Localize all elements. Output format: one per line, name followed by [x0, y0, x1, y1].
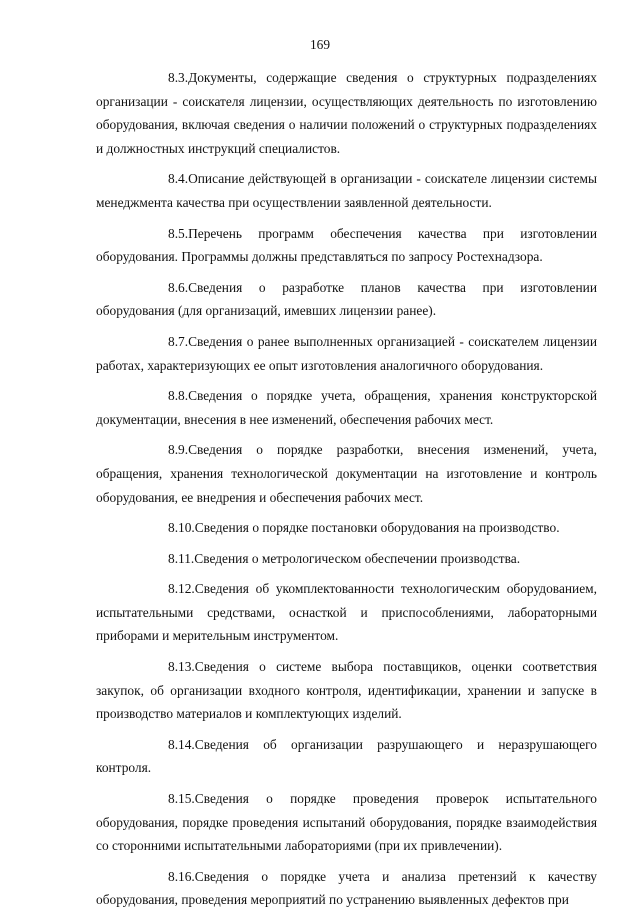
- item-number: 8.7.: [168, 333, 189, 349]
- page-number: 169: [309, 37, 331, 52]
- paragraph-8-3: [96, 66, 597, 160]
- item-number: 8.5.: [168, 225, 189, 241]
- paragraph-text: Сведения о порядке постановки оборудования на производство.: [194, 520, 560, 536]
- paragraph-8-7: [96, 330, 597, 377]
- item-number: 8.11.: [168, 550, 195, 566]
- paragraph-text: Сведения об организации разрушающего и неразрушающего контроля.: [96, 736, 597, 776]
- paragraph-text: Сведения о разработке планов качества при изготовлении оборудования (для организаций, имевших лицензии ранее).: [96, 279, 597, 319]
- paragraph-8-13: [96, 655, 597, 726]
- paragraph-8-8: [96, 384, 597, 431]
- body-text: [96, 66, 597, 919]
- item-number: 8.13.: [168, 659, 195, 675]
- paragraph-8-5: [96, 222, 597, 269]
- paragraph-text: Сведения о системе выбора поставщиков, оценки соответствия закупок, об организации входного контроля, идентификации, хранении и запуске в производство материалов и комплектующих изделий.: [96, 659, 597, 722]
- item-number: 8.6.: [168, 279, 189, 295]
- paragraph-8-9: [96, 438, 597, 509]
- item-number: 8.9.: [168, 442, 189, 458]
- item-number: 8.4.: [168, 171, 189, 187]
- item-number: 8.10.: [168, 520, 195, 536]
- item-number: 8.16.: [168, 868, 195, 884]
- item-number: 8.12.: [168, 581, 195, 597]
- paragraph-text: Сведения о ранее выполненных организацией - соискателем лицензии работах, характеризующих ее опыт изготовления аналогичного оборудования.: [96, 333, 597, 373]
- paragraph-8-15: [96, 787, 597, 858]
- paragraph-text: Сведения о порядке учета и анализа претензий к качеству оборудования, проведения мероприятий по устранению выявленных дефектов при: [96, 868, 597, 908]
- paragraph-8-11: [96, 547, 597, 571]
- paragraph-text: Сведения об укомплектованности технологическим оборудованием, испытательными средствами, оснасткой и приспособлениями, лабораторными приборами и мерительным инструментом.: [96, 581, 597, 644]
- paragraph-8-6: [96, 276, 597, 323]
- paragraph-text: Сведения о метрологическом обеспечении производства.: [194, 550, 521, 566]
- paragraph-text: Документы, содержащие сведения о структурных подразделениях организации - соискателя лицензии, осуществляющих деятельность по изготовлению оборудования, включая сведения о наличии положений о структурных подразделениях и должностных инструкций специалистов.: [96, 70, 597, 156]
- paragraph-text: Сведения о порядке учета, обращения, хранения конструкторской документации, внесения в нее изменений, обеспечения рабочих мест.: [96, 388, 597, 427]
- item-number: 8.8.: [168, 388, 189, 404]
- item-number: 8.14.: [168, 736, 195, 752]
- paragraph-8-14: [96, 733, 597, 780]
- paragraph-text: Перечень программ обеспечения качества при изготовлении оборудования. Программы должны представляться по запросу Ростехнадзора.: [96, 225, 597, 265]
- paragraph-text: Описание действующей в организации - соискателе лицензии системы менеджмента качества при осуществлении заявленной деятельности.: [96, 171, 597, 210]
- paragraph-8-4: [96, 167, 597, 214]
- paragraph-8-10: [96, 516, 597, 540]
- paragraph-text: Сведения о порядке разработки, внесения изменений, учета, обращения, хранения технологической документации на изготовление и контроль оборудования, ее внедрения и обеспечения рабочих мест.: [96, 442, 597, 505]
- item-number: 8.3.: [168, 70, 189, 85]
- item-number: 8.15.: [168, 791, 195, 807]
- paragraph-8-12: [96, 577, 597, 648]
- paragraph-text: Сведения о порядке проведения проверок испытательного оборудования, порядке проведения испытаний оборудования, порядке взаимодействия со сторонними испытательными лабораториями (при их привлечении).: [96, 791, 597, 854]
